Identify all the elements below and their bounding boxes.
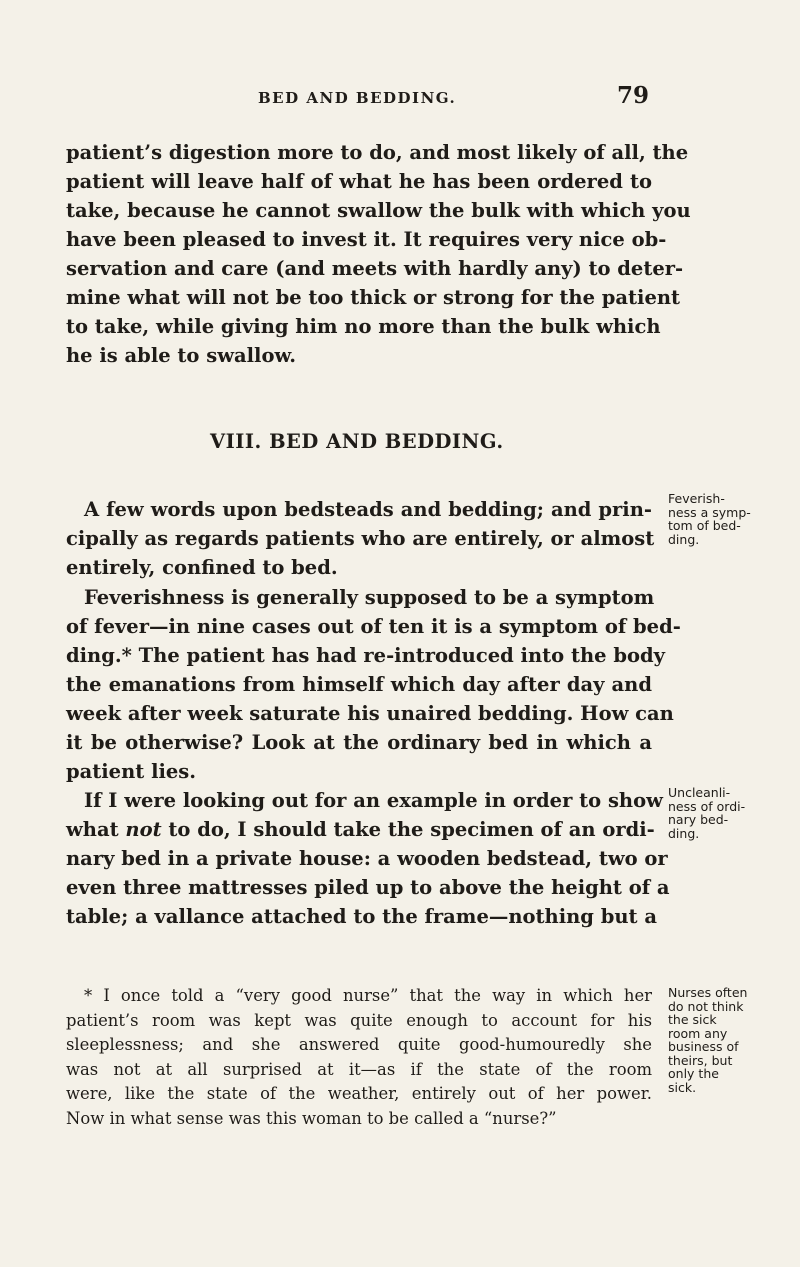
- text-line: entirely, confined to bed.: [66, 556, 338, 579]
- text-line: take, because he cannot swallow the bulk with which you: [66, 199, 691, 222]
- footnote: [66, 984, 652, 1131]
- running-head: BED AND BEDDING.: [258, 89, 457, 107]
- text-line: of fever—in nine cases out of ten it is a symptom of bed-: [66, 615, 681, 638]
- emphasis-not: not: [125, 818, 162, 841]
- paragraph-digestion: [66, 138, 691, 370]
- text-line: week after week saturate his unaired bedding. How can: [66, 702, 674, 725]
- margin-note-feverishness: Feverish- ness a symp- tom of bed- ding.: [668, 491, 751, 547]
- text-line: nary bed in a private house: a wooden bedstead, two or: [66, 847, 668, 870]
- text-line: A few words upon bedsteads and bedding; and prin-: [84, 498, 652, 521]
- footnote-line: sleeplessness; and she answered quite good-humouredly she: [66, 1035, 652, 1054]
- text-line: have been pleased to invest it. It requires very nice ob-: [66, 228, 667, 251]
- text-line: cipally as regards patients who are entirely, or almost: [66, 527, 655, 550]
- footnote-line: were, like the state of the weather, entirely out of her power.: [66, 1084, 652, 1103]
- text-line: it be otherwise? Look at the ordinary bed in which a: [66, 731, 652, 754]
- text-line: to take, while giving him no more than the bulk which: [66, 315, 661, 338]
- text-line: Feverishness is generally supposed to be a symptom: [84, 586, 655, 609]
- page-number: 79: [617, 82, 650, 109]
- section-heading: VIII. BED AND BEDDING.: [210, 430, 504, 453]
- margin-note-uncleanliness: Uncleanli- ness of ordi- nary bed- ding.: [668, 785, 746, 841]
- margin-note-nurses: Nurses often do not think the sick room any business of theirs, but only the sick.: [668, 985, 748, 1095]
- footnote-line: * I once told a “very good nurse” that the way in which her: [84, 986, 652, 1005]
- paragraph-ordinary-bed: [66, 786, 670, 931]
- text-line: patient lies.: [66, 760, 197, 783]
- text-line: mine what will not be too thick or strong for the patient: [66, 286, 681, 309]
- text-line: If I were looking out for an example in order to show: [84, 789, 663, 812]
- text-line: ding.* The patient has had re-introduced into the body: [66, 644, 665, 667]
- footnote-line: was not at all surprised at it—as if the state of the room: [66, 1059, 652, 1079]
- paragraph-feverishness: [66, 583, 681, 786]
- paragraph-intro: [66, 495, 655, 582]
- text-line: he is able to swallow.: [66, 344, 297, 367]
- footnote-line: Now in what sense was this woman to be called a “nurse?”: [66, 1108, 557, 1128]
- text-line: table; a vallance attached to the frame—nothing but a: [66, 905, 657, 928]
- text-line: servation and care (and meets with hardly any) to deter-: [66, 257, 684, 280]
- footnote-line: patient’s room was kept was quite enough to account for his: [66, 1010, 652, 1030]
- text-line: the emanations from himself which day after day and: [66, 673, 652, 696]
- text-line: patient’s digestion more to do, and most likely of all, the: [66, 141, 689, 164]
- text-line: what not to do, I should take the specimen of an ordi-: [66, 818, 655, 841]
- text-line: even three mattresses piled up to above the height of a: [66, 876, 670, 899]
- text-line: patient will leave half of what he has been ordered to: [66, 170, 652, 193]
